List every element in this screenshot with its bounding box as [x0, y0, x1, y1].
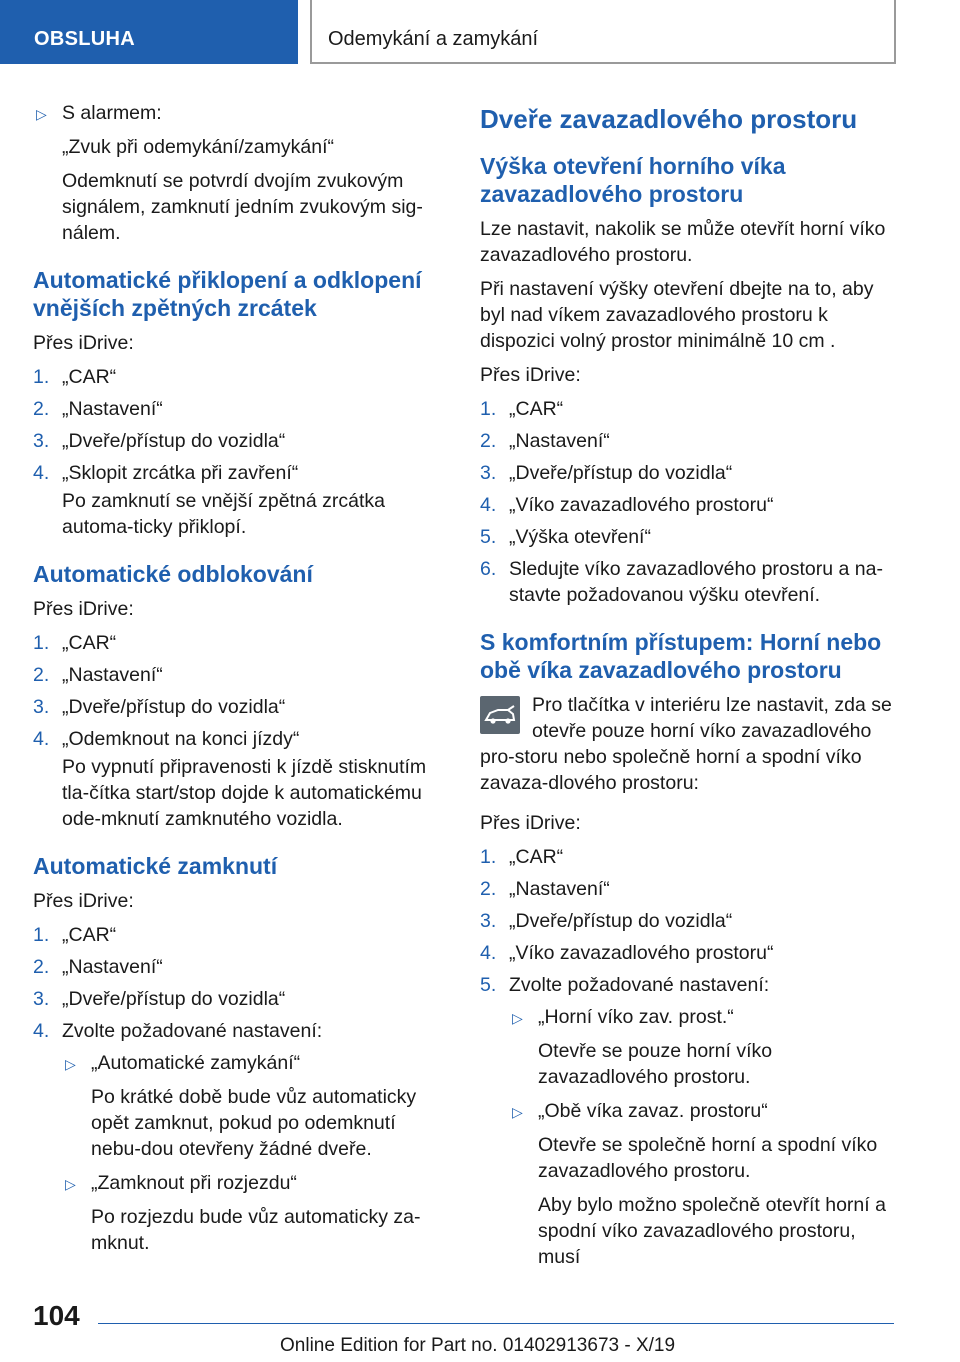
step-text: „Nastavení“ — [62, 664, 163, 686]
step-number: 4. — [33, 728, 50, 750]
list-item — [480, 908, 898, 934]
lock-via: Přes iDrive: — [33, 890, 134, 912]
step-text: „Sklopit zrcátka při zavření“ — [62, 462, 299, 484]
list-item — [480, 940, 898, 966]
step-number: 2. — [33, 956, 50, 978]
step-number: 5. — [480, 974, 497, 996]
list-item — [480, 396, 898, 422]
height-steps — [480, 396, 898, 608]
list-item — [480, 428, 898, 454]
step-number: 3. — [480, 462, 497, 484]
list-item — [33, 396, 445, 422]
list-item — [480, 524, 898, 550]
step-text: Sledujte víko zavazadlového prostoru a na-stavte požadovanou výšku otevření. — [509, 558, 883, 606]
section-tab — [0, 0, 298, 64]
alarm-option-list — [33, 100, 445, 246]
step-number: 4. — [33, 462, 50, 484]
footer-divider — [98, 1323, 894, 1324]
section-title: OBSLUHA — [34, 28, 135, 50]
list-item — [480, 460, 898, 486]
step-number: 5. — [480, 526, 497, 548]
comfort-via: Přes iDrive: — [480, 812, 581, 834]
step-number: 3. — [33, 430, 50, 452]
step-number: 4. — [33, 1020, 50, 1042]
alarm-option-desc: Odemknutí se potvrdí dvojím zvukovým signálem, zamknutí jedním zvukovým sig-nálem. — [62, 170, 423, 244]
step-number: 1. — [480, 846, 497, 868]
height-via: Přes iDrive: — [480, 364, 581, 386]
list-item — [33, 364, 445, 390]
triangle-bullet-icon: ▷ — [512, 1010, 523, 1026]
step-number: 2. — [480, 430, 497, 452]
option-label: „Horní víko zav. prost.“ — [538, 1006, 734, 1028]
step-number: 1. — [480, 398, 497, 420]
list-item — [480, 844, 898, 870]
mirrors-heading: Automatické přiklopení a odklopení vnějších zpětných zrcátek — [33, 267, 422, 321]
step-text: „CAR“ — [62, 632, 117, 654]
step-text: „Nastavení“ — [509, 430, 610, 452]
left-column — [33, 100, 445, 1264]
option-desc: Otevře se pouze horní víko zavazadlového prostoru. — [538, 1040, 773, 1088]
height-p2: Při nastavení výšky otevření dbejte na to, aby byl nad víkem zavazadlového prostoru k dispozici volný prostor minimálně 10 cm . — [480, 278, 874, 352]
step-text: Zvolte požadované nastavení: — [62, 1020, 323, 1042]
mirrors-note: Po zamknutí se vnější zpětná zrcátka automa-ticky přiklopí. — [62, 490, 385, 538]
list-item — [33, 630, 445, 656]
step-text: „CAR“ — [509, 846, 564, 868]
step-text: „Víko zavazadlového prostoru“ — [509, 494, 774, 516]
triangle-bullet-icon: ▷ — [65, 1056, 76, 1072]
unlock-note: Po vypnutí připravenosti k jízdě stisknutím tla-čítka start/stop dojde k automatickému ode-mknutí zamknutého vozidla. — [62, 756, 427, 830]
list-item — [480, 876, 898, 902]
mirrors-via: Přes iDrive: — [33, 332, 134, 354]
list-item — [509, 1004, 898, 1090]
comfort-intro-block — [480, 692, 898, 796]
list-item — [62, 1170, 445, 1256]
unlock-steps — [33, 630, 445, 832]
list-item — [33, 428, 445, 454]
list-item — [33, 694, 445, 720]
height-p1: Lze nastavit, nakolik se může otevřít horní víko zavazadlového prostoru. — [480, 218, 886, 266]
car-tailgate-icon — [480, 696, 520, 734]
list-item — [33, 986, 445, 1012]
triangle-bullet-icon: ▷ — [512, 1104, 523, 1120]
right-column — [480, 100, 898, 1278]
list-item — [33, 922, 445, 948]
step-text: „Dveře/přístup do vozidla“ — [509, 910, 733, 932]
step-text: „Dveře/přístup do vozidla“ — [62, 696, 286, 718]
alarm-option — [33, 100, 445, 246]
triangle-bullet-icon: ▷ — [65, 1176, 76, 1192]
option-desc: Otevře se společně horní a spodní víko zavazadlového prostoru. — [538, 1134, 878, 1182]
option-label: „Zamknout při rozjezdu“ — [91, 1172, 297, 1194]
unlock-via: Přes iDrive: — [33, 598, 134, 620]
option-desc: Po rozjezdu bude vůz automaticky za-mknut. — [91, 1206, 421, 1254]
chapter-title: Odemykání a zamykání — [328, 28, 539, 50]
unlock-heading: Automatické odblokování — [33, 561, 313, 587]
chapter-tab — [310, 0, 896, 64]
step-text: „Nastavení“ — [62, 956, 163, 978]
step-number: 1. — [33, 924, 50, 946]
step-text: „CAR“ — [62, 366, 117, 388]
list-item — [62, 1050, 445, 1162]
step-text: „Dveře/přístup do vozidla“ — [62, 430, 286, 452]
step-number: 6. — [480, 558, 497, 580]
footer-edition: Online Edition for Part no. 01402913673 - X/19 — [280, 1335, 676, 1356]
comfort-options — [509, 1004, 898, 1270]
list-item — [33, 726, 445, 832]
step-number: 2. — [480, 878, 497, 900]
step-number: 4. — [480, 494, 497, 516]
tailgate-heading: Dveře zavazadlového prostoru — [480, 104, 858, 134]
alarm-option-label: S alarmem: — [62, 102, 162, 124]
step-text: „Víko zavazadlového prostoru“ — [509, 942, 774, 964]
step-number: 4. — [480, 942, 497, 964]
list-item — [480, 972, 898, 1270]
list-item — [33, 662, 445, 688]
lock-steps — [33, 922, 445, 1256]
list-item — [33, 460, 445, 540]
step-text: „Odemknout na konci jízdy“ — [62, 728, 300, 750]
step-number: 3. — [33, 988, 50, 1010]
option-label: „Obě víka zavaz. prostoru“ — [538, 1100, 768, 1122]
option-desc-2: Aby bylo možno společně otevřít horní a spodní víko zavazadlového prostoru, musí — [538, 1194, 886, 1268]
step-number: 3. — [480, 910, 497, 932]
page-number: 104 — [33, 1300, 80, 1331]
lock-options — [62, 1050, 445, 1256]
list-item — [33, 1018, 445, 1256]
triangle-bullet-icon: ▷ — [36, 106, 47, 122]
step-number: 1. — [33, 366, 50, 388]
step-text: „Nastavení“ — [509, 878, 610, 900]
list-item — [480, 556, 898, 608]
step-number: 1. — [33, 632, 50, 654]
step-text: „Výška otevření“ — [509, 526, 651, 548]
height-heading: Výška otevření horního víka zavazadlového prostoru — [480, 153, 786, 207]
comfort-heading: S komfortním přístupem: Horní nebo obě víka zavazadlového prostoru — [480, 629, 882, 683]
list-item — [509, 1098, 898, 1270]
comfort-steps — [480, 844, 898, 1270]
lock-heading: Automatické zamknutí — [33, 853, 278, 879]
step-text: „CAR“ — [509, 398, 564, 420]
step-text: Zvolte požadované nastavení: — [509, 974, 770, 996]
step-text: „Dveře/přístup do vozidla“ — [62, 988, 286, 1010]
step-number: 3. — [33, 696, 50, 718]
list-item — [33, 954, 445, 980]
mirrors-steps — [33, 364, 445, 540]
step-text: „CAR“ — [62, 924, 117, 946]
step-number: 2. — [33, 664, 50, 686]
option-desc: Po krátké době bude vůz automaticky opět zamknut, pokud po odemknutí nebu-dou otevřeny žádné dveře. — [91, 1086, 417, 1160]
step-text: „Dveře/přístup do vozidla“ — [509, 462, 733, 484]
step-number: 2. — [33, 398, 50, 420]
list-item — [480, 492, 898, 518]
alarm-option-quote: „Zvuk při odemykání/zamykání“ — [62, 136, 335, 158]
step-text: „Nastavení“ — [62, 398, 163, 420]
option-label: „Automatické zamykání“ — [91, 1052, 301, 1074]
comfort-intro: Pro tlačítka v interiéru lze nastavit, zda se otevře pouze horní víko zavazadlového pro-storu nebo společně horní a spodní víko zavaza-dlového prostoru: — [480, 694, 892, 794]
